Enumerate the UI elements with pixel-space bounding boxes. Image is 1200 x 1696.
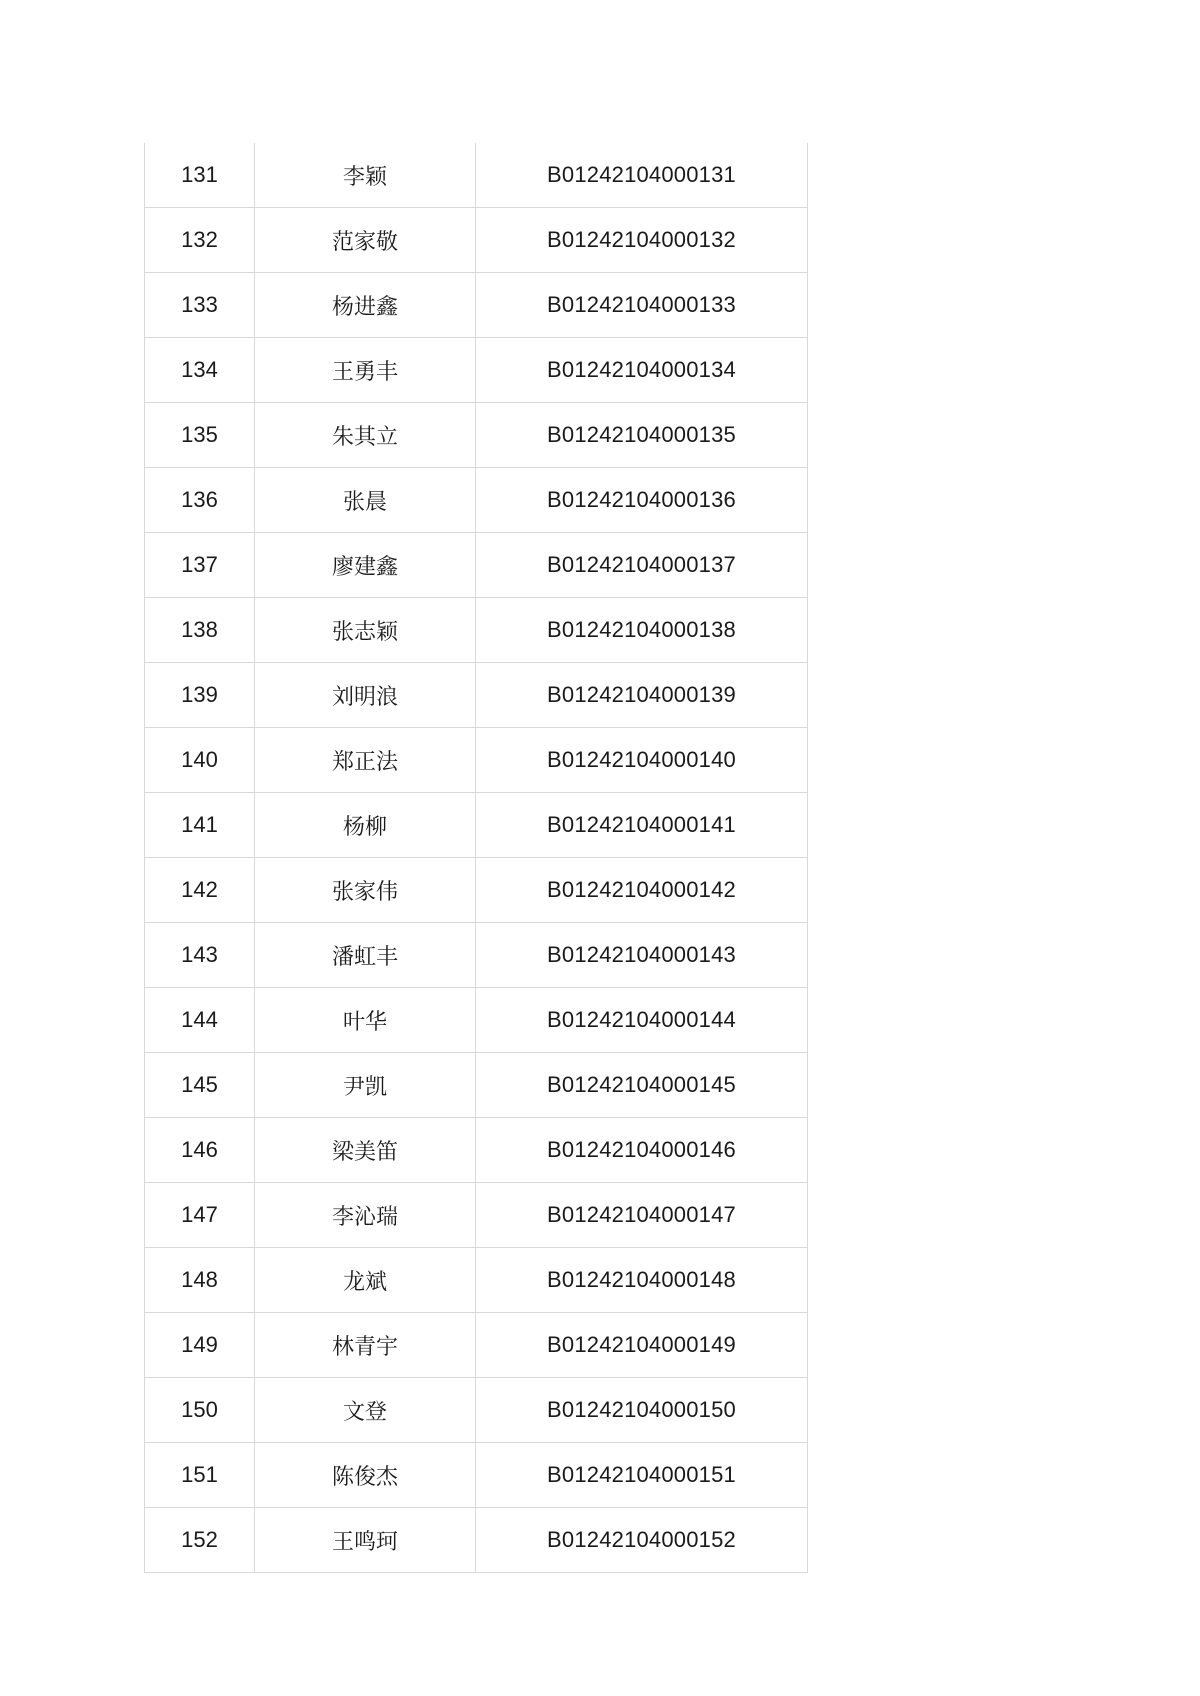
row-id-cell: B01242104000141 (476, 793, 808, 858)
row-id-cell: B01242104000138 (476, 598, 808, 663)
row-id-cell: B01242104000134 (476, 338, 808, 403)
row-index-cell: 143 (145, 923, 255, 988)
table-row (145, 1053, 808, 1118)
row-index-cell: 145 (145, 1053, 255, 1118)
row-id-cell: B01242104000135 (476, 403, 808, 468)
table-row (145, 923, 808, 988)
table-row (145, 533, 808, 598)
row-index-cell: 136 (145, 468, 255, 533)
row-index-cell: 146 (145, 1118, 255, 1183)
table-row (145, 1313, 808, 1378)
row-name-cell: 陈俊杰 (255, 1443, 476, 1508)
table-row (145, 598, 808, 663)
row-id-cell: B01242104000151 (476, 1443, 808, 1508)
table-row (145, 468, 808, 533)
row-name-cell: 刘明浪 (255, 663, 476, 728)
row-name-cell: 王勇丰 (255, 338, 476, 403)
row-index-cell: 135 (145, 403, 255, 468)
roster-table (144, 143, 808, 1573)
row-name-cell: 廖建鑫 (255, 533, 476, 598)
row-index-cell: 133 (145, 273, 255, 338)
row-id-cell: B01242104000147 (476, 1183, 808, 1248)
row-id-cell: B01242104000148 (476, 1248, 808, 1313)
row-name-cell: 潘虹丰 (255, 923, 476, 988)
row-name-cell: 张志颖 (255, 598, 476, 663)
row-index-cell: 139 (145, 663, 255, 728)
row-index-cell: 134 (145, 338, 255, 403)
table-row (145, 1183, 808, 1248)
row-name-cell: 张家伟 (255, 858, 476, 923)
table-row (145, 143, 808, 208)
row-name-cell: 文登 (255, 1378, 476, 1443)
row-index-cell: 142 (145, 858, 255, 923)
row-name-cell: 杨进鑫 (255, 273, 476, 338)
row-index-cell: 132 (145, 208, 255, 273)
table-row (145, 858, 808, 923)
row-index-cell: 131 (145, 143, 255, 208)
row-id-cell: B01242104000149 (476, 1313, 808, 1378)
row-id-cell: B01242104000150 (476, 1378, 808, 1443)
row-id-cell: B01242104000137 (476, 533, 808, 598)
row-id-cell: B01242104000143 (476, 923, 808, 988)
table-row (145, 273, 808, 338)
row-id-cell: B01242104000140 (476, 728, 808, 793)
table-row (145, 728, 808, 793)
row-id-cell: B01242104000131 (476, 143, 808, 208)
table-row (145, 793, 808, 858)
table-row (145, 338, 808, 403)
row-id-cell: B01242104000139 (476, 663, 808, 728)
row-name-cell: 朱其立 (255, 403, 476, 468)
row-id-cell: B01242104000146 (476, 1118, 808, 1183)
row-index-cell: 150 (145, 1378, 255, 1443)
row-name-cell: 张晨 (255, 468, 476, 533)
row-index-cell: 152 (145, 1508, 255, 1573)
row-name-cell: 梁美笛 (255, 1118, 476, 1183)
roster-table-body (145, 143, 808, 1573)
row-id-cell: B01242104000133 (476, 273, 808, 338)
row-index-cell: 148 (145, 1248, 255, 1313)
table-row (145, 1443, 808, 1508)
table-row (145, 663, 808, 728)
table-row (145, 208, 808, 273)
row-index-cell: 144 (145, 988, 255, 1053)
row-id-cell: B01242104000152 (476, 1508, 808, 1573)
row-index-cell: 137 (145, 533, 255, 598)
row-index-cell: 151 (145, 1443, 255, 1508)
row-index-cell: 149 (145, 1313, 255, 1378)
row-id-cell: B01242104000132 (476, 208, 808, 273)
table-row (145, 1378, 808, 1443)
row-name-cell: 尹凯 (255, 1053, 476, 1118)
row-index-cell: 138 (145, 598, 255, 663)
row-name-cell: 范家敬 (255, 208, 476, 273)
row-index-cell: 140 (145, 728, 255, 793)
row-name-cell: 王鸣珂 (255, 1508, 476, 1573)
table-row (145, 1118, 808, 1183)
table-row (145, 1248, 808, 1313)
table-row (145, 403, 808, 468)
row-index-cell: 147 (145, 1183, 255, 1248)
row-name-cell: 叶华 (255, 988, 476, 1053)
row-id-cell: B01242104000136 (476, 468, 808, 533)
row-name-cell: 杨柳 (255, 793, 476, 858)
row-id-cell: B01242104000142 (476, 858, 808, 923)
row-id-cell: B01242104000144 (476, 988, 808, 1053)
row-id-cell: B01242104000145 (476, 1053, 808, 1118)
row-index-cell: 141 (145, 793, 255, 858)
table-row (145, 1508, 808, 1573)
row-name-cell: 李沁瑞 (255, 1183, 476, 1248)
row-name-cell: 龙斌 (255, 1248, 476, 1313)
row-name-cell: 李颖 (255, 143, 476, 208)
row-name-cell: 林青宇 (255, 1313, 476, 1378)
table-row (145, 988, 808, 1053)
row-name-cell: 郑正法 (255, 728, 476, 793)
